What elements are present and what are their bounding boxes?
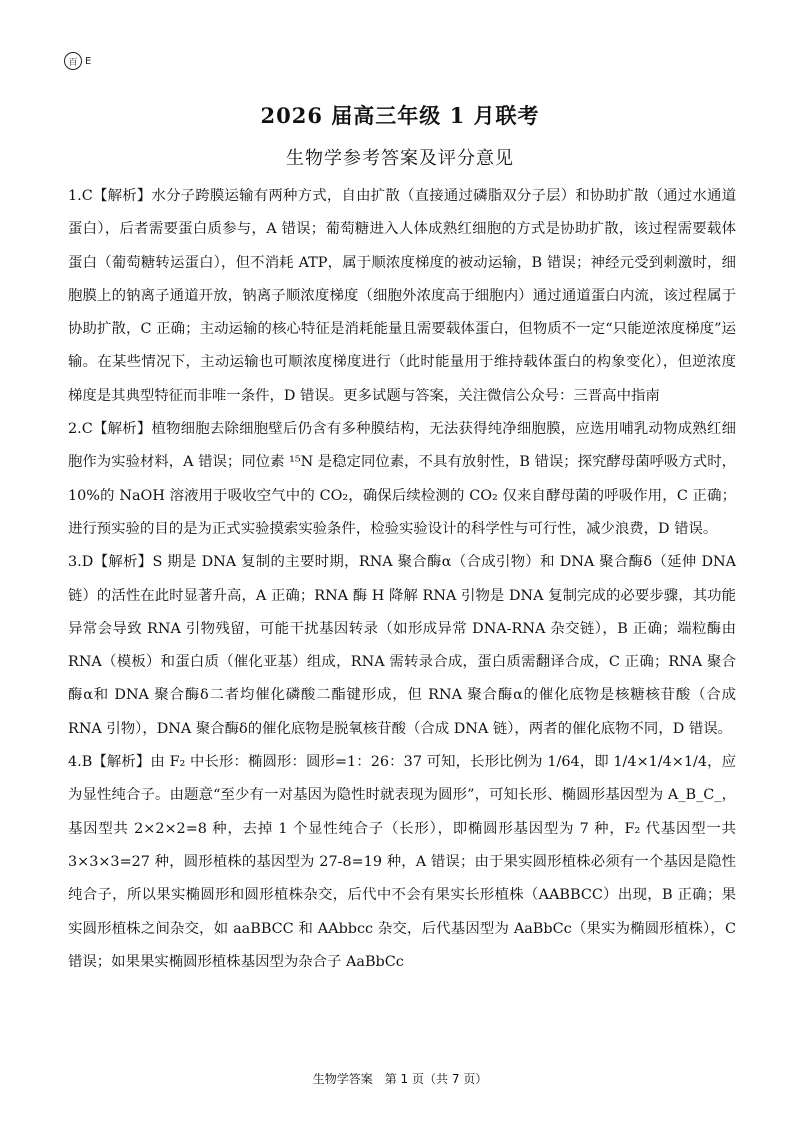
publisher-logo: [64, 52, 91, 70]
page-footer: 生物学答案 第 1 页（共 7 页）: [312, 1072, 488, 1086]
answer-item-1: 1.C【解析】水分子跨膜运输有两种方式，自由扩散（直接通过磷脂双分子层）和协助扩散（通过水通道蛋白），后者需要蛋白质参与，A 错误；葡萄糖进入人体成熟红细胞的方式是协助扩散，该过程需要载体蛋白（葡萄糖转运蛋白），但不消耗 ATP，属于顺浓度梯度的被动运输，B 错误；神经元受到刺激时，细胞膜上的钠离子通道开放，钠离子顺浓度梯度（细胞外浓度高于细胞内）通过通道蛋白内流，该过程属于协助扩散，C 正确；主动运输的核心特征是消耗能量且需要载体蛋白，但物质不一定“只能逆浓度梯度”运输。在某些情况下，主动运输也可顺浓度梯度进行（此时能量用于维持载体蛋白的构象变化），但逆浓度梯度是其典型特征而非唯一条件，D 错误。更多试题与答案，关注微信公众号：三晋高中指南: [68, 188, 736, 404]
answer-item-2: 2.C【解析】植物细胞去除细胞壁后仍含有多种膜结构，无法获得纯净细胞膜，应选用哺乳动物成熟红细胞作为实验材料，A 错误；同位素 ¹⁵N 是稳定同位素，不具有放射性，B 错误；探究酵母菌呼吸方式时，10%的 NaOH 溶液用于吸收空气中的 CO₂，确保后续检测的 CO₂ 仅来自酵母菌的呼吸作用，C 正确；进行预实验的目的是为正式实验摸索实验条件，检验实验设计的科学性与可行性，减少浪费，D 错误。: [68, 421, 736, 537]
exam-subtitle: 生物学参考答案及评分意见: [286, 148, 514, 169]
answer-item-4: 4.B【解析】由 F₂ 中长形：椭圆形：圆形=1：26：37 可知，长形比例为 1/64，即 1/4×1/4×1/4，应为显性纯合子。由题意“至少有一对基因为隐性时就表现为圆形”，可知长形、椭圆形基因型为 A_B_C_，基因型共 2×2×2=8 种，去掉 1 个显性纯合子（长形），即椭圆形基因型为 7 种，F₂ 代基因型一共 3×3×3=27 种，圆形植株的基因型为 27-8=19 种，A 错误；由于果实圆形植株必须有一个基因是隐性纯合子，所以果实椭圆形和圆形植株杂交，后代中不会有果实长形植株（AABBCC）出现，B 正确；果实圆形植株之间杂交，如 aaBBCC 和 AAbbcc 杂交，后代基因型为 AaBbCc（果实为椭圆形植株），C 错误；如果果实椭圆形植株基因型为杂合子 AaBbCc: [68, 754, 736, 970]
answer-content: [68, 180, 736, 979]
bai-circle-icon: 百: [64, 52, 82, 70]
logo-letter: E: [85, 55, 92, 67]
answer-item-3: 3.D【解析】S 期是 DNA 复制的主要时期，RNA 聚合酶α（合成引物）和 DNA 聚合酶δ（延伸 DNA 链）的活性在此时显著升高，A 正确；RNA 酶 H 降解 RNA 引物是 DNA 复制完成的必要步骤，其功能异常会导致 RNA 引物残留，可能干扰基因转录（如形成异常 DNA-RNA 杂交链），B 正确；端粒酶由 RNA（模板）和蛋白质（催化亚基）组成，RNA 需转录合成，蛋白质需翻译合成，C 正确；RNA 聚合酶α和 DNA 聚合酶δ二者均催化磷酸二酯键形成，但 RNA 聚合酶α的催化底物是核糖核苷酸（合成 RNA 引物），DNA 聚合酶δ的催化底物是脱氧核苷酸（合成 DNA 链），两者的催化底物不同，D 错误。: [68, 554, 736, 737]
exam-title: 2026 届高三年级 1 月联考: [260, 103, 540, 128]
